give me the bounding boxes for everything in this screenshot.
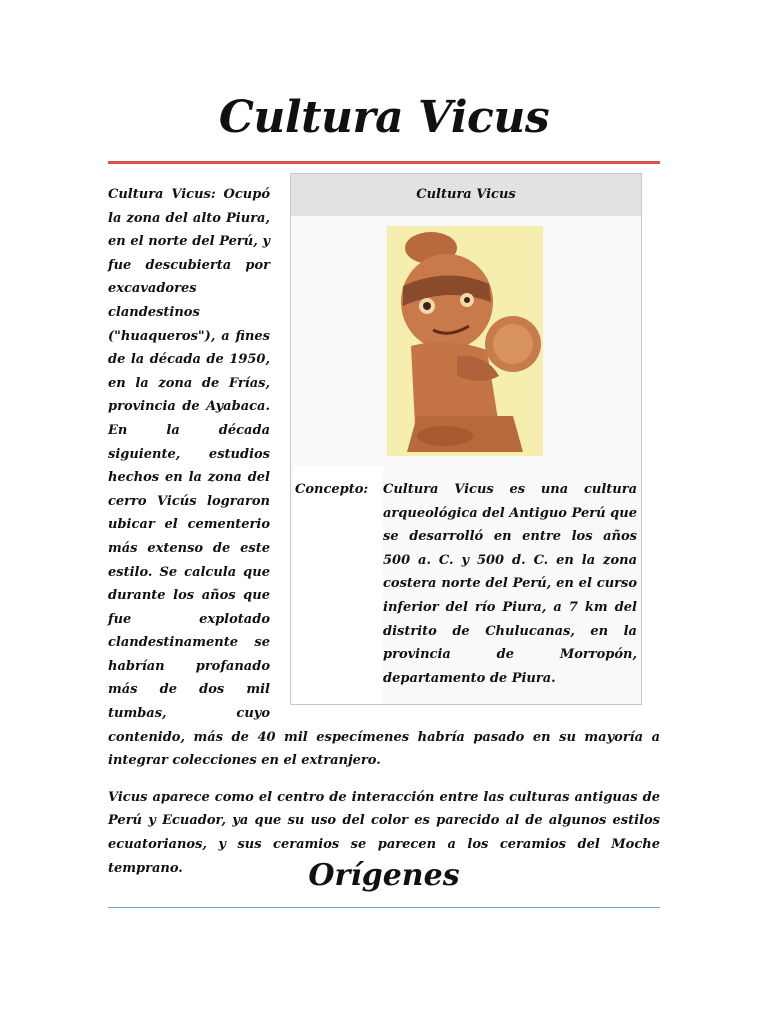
- infobox-image: [291, 216, 641, 466]
- paragraph-intro: Cultura Vicus: Ocupó la zona del alto Piura, en el norte del Perú, y fue descubierta por excavadores clandestinos ("huaqueros"), a fines de la década de 1950, en la zona de Frías, provincia de Ayabaca. En la década siguiente, estudios hechos en la zona del cerro Vicús lograron ubicar el cementerio más extenso de este estilo. Se calcula que durante los años que fue explotado clandestinamente se habrían profanado más de dos mil tumbas, cuyo contenido, más de 40 mil especímenes habría pasado en su mayoría a integrar colecciones en el extranjero.: [108, 187, 660, 769]
- infobox-header: Cultura Vicus: [291, 174, 641, 216]
- page-title: Cultura Vicus: [218, 92, 550, 143]
- paragraph-interaction: Vicus aparece como el centro de interacción entre las culturas antiguas de Perú y Ecuador, ya que su uso del color es parecido al de algunos estilos ecuatorianos, y sus ceramios se parecen a los ceramios del Moche temprano.: [108, 789, 660, 876]
- title-divider: [108, 161, 660, 164]
- section-heading-origenes: Orígenes: [308, 858, 460, 893]
- concept-label: Concepto:: [293, 466, 383, 704]
- section-divider: [108, 907, 660, 908]
- concept-text: Cultura Vicus es una cultura arqueológica del Antiguo Perú que se desarrolló en entre los años 500 a. C. y 500 d. C. en la zona costera norte del Perú, en el curso inferior del río Piura, a 7 km del distrito de Chulucanas, en la provincia de Morropón, departamento de Piura.: [383, 482, 637, 686]
- infobox: [290, 173, 642, 705]
- infobox-concept-row: [291, 478, 641, 704]
- ceramic-figure-icon: [387, 226, 543, 456]
- article-body: [108, 183, 660, 893]
